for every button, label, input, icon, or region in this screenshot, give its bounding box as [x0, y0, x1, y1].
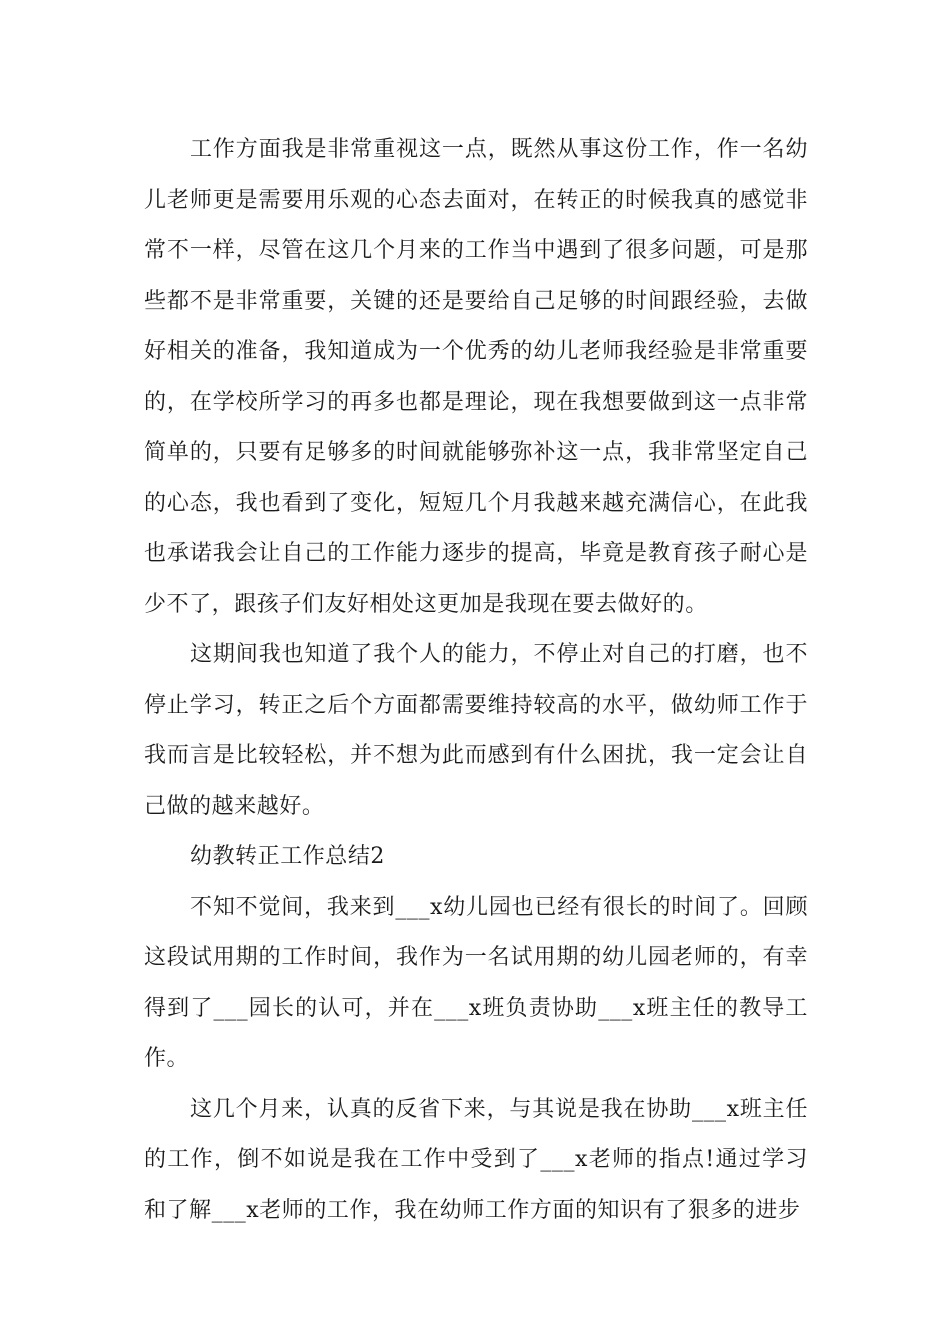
paragraph-work-attitude: 工作方面我是非常重视这一点，既然从事这份工作，作一名幼儿老师更是需要用乐观的心态去面对，在转正的时候我真的感觉非常不一样，尽管在这几个月来的工作当中遇到了很多问题，可是那些都不是非常重要，关键的还是要给自己足够的时间跟经验，去做好相关的准备，我知道成为一个优秀的幼儿老师我经验是非常重要的，在学校所学习的再多也都是理论，现在我想要做到这一点非常简单的，只要有足够多的时间就能够弥补这一点，我非常坚定自己的心态，我也看到了变化，短短几个月我越来越充满信心，在此我也承诺我会让自己的工作能力逐步的提高，毕竟是教育孩子耐心是少不了，跟孩子们友好相处这更加是我现在要去做好的。 [144, 137, 808, 617]
paragraph-self-improvement: 这期间我也知道了我个人的能力，不停止对自己的打磨，也不停止学习，转正之后个方面都需要维持较高的水平，做幼师工作于我而言是比较轻松，并不想为此而感到有什么困扰，我一定会让自己做的越来越好。 [144, 642, 808, 819]
paragraph-reflection: 这几个月来，认真的反省下来，与其说是我在协助___x班主任的工作，倒不如说是我在工作中受到了___x老师的指点!通过学习和了解___x老师的工作，我在幼师工作方面的知识有了狠多的进步 [144, 1096, 808, 1223]
paragraph-probation-intro: 不知不觉间，我来到___x幼儿园也已经有很长的时间了。回顾这段试用期的工作时间，我作为一名试用期的幼儿园老师的，有幸得到了___园长的认可，并在___x班负责协助___x班主任的教导工作。 [144, 894, 808, 1071]
section-heading: 幼教转正工作总结2 [190, 844, 385, 869]
document-body [144, 125, 808, 1236]
